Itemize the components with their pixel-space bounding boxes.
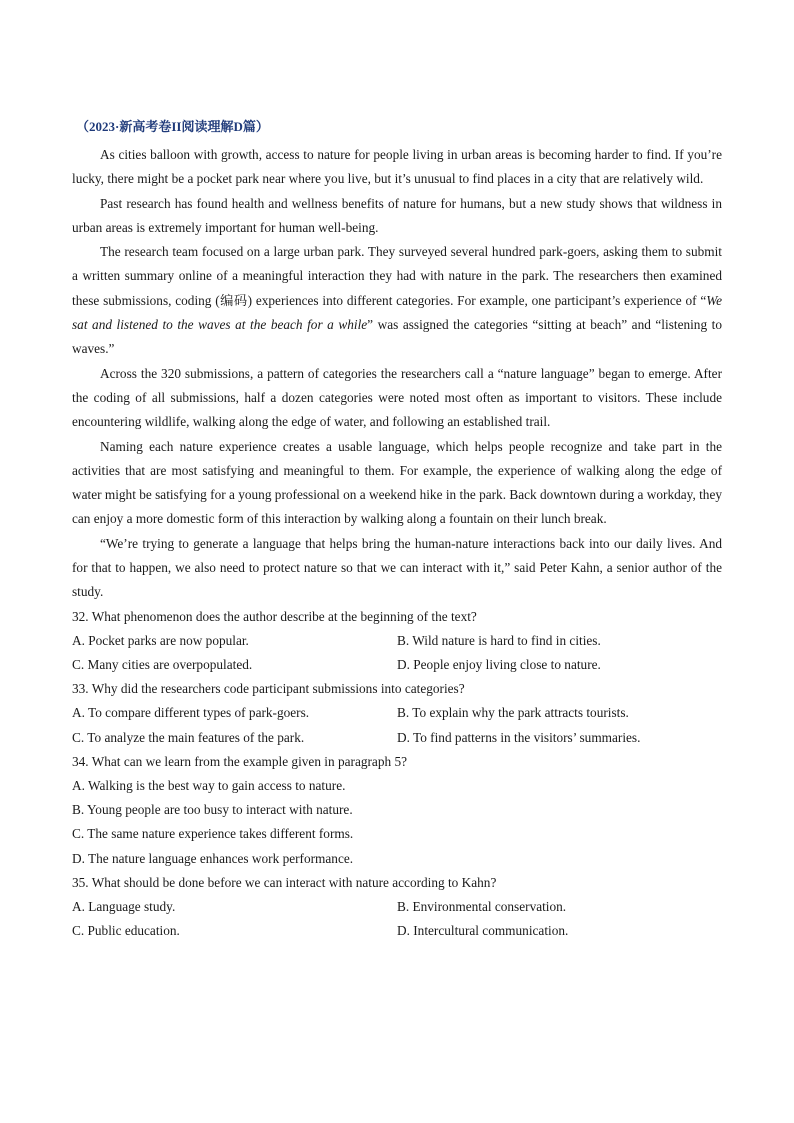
question-35: [72, 871, 722, 944]
option-d: D. To find patterns in the visitors’ summaries.: [397, 729, 641, 745]
option-c: C. Public education.: [72, 923, 180, 939]
exam-source-label: （2023·新高考卷II阅读理解D篇）: [76, 119, 269, 134]
option-row: [72, 919, 722, 943]
question-stem: 33. Why did the researchers code participant submissions into categories?: [72, 681, 465, 697]
option-row: [72, 701, 722, 725]
option-row: [72, 629, 722, 653]
question-stem: 34. What can we learn from the example given in paragraph 5?: [72, 753, 407, 769]
question-stem: 35. What should be done before we can interact with nature according to Kahn?: [72, 874, 497, 890]
passage-paragraph-2: Past research has found health and wellness benefits of nature for humans, but a new study shows that wildness in urban areas is extremely important for human well-being.: [72, 195, 722, 235]
option-c: C. Many cities are overpopulated.: [72, 657, 253, 673]
passage-paragraph-1: As cities balloon with growth, access to nature for people living in urban areas is becoming harder to find. If you’re lucky, there might be a pocket park near where you live, but it’s unusual to find places in a city that are relatively wild.: [72, 147, 722, 187]
paragraph-3-text-start: The research team focused on a large urban park. They surveyed several hundred park-goers, asking them to submit a written summary online of a meaningful interaction they had with nature in the park. The researchers then examined these submissions, coding (编码) experiences into different categories. For example, one participant’s experience of “: [72, 244, 722, 308]
option-d: D. Intercultural communication.: [397, 923, 569, 939]
option-a: A. Walking is the best way to gain access to nature.: [72, 778, 346, 794]
option-d: D. People enjoy living close to nature.: [397, 657, 601, 673]
option-b: B. Young people are too busy to interact with nature.: [72, 802, 353, 818]
exam-page: [72, 117, 722, 943]
option-a: A. Language study.: [72, 899, 176, 915]
question-stem: 32. What phenomenon does the author describe at the beginning of the text?: [72, 608, 477, 624]
option-row: [72, 895, 722, 919]
option-a: A. Pocket parks are now popular.: [72, 632, 249, 648]
option-b: B. Wild nature is hard to find in cities.: [397, 632, 601, 648]
option-b: B. Environmental conservation.: [397, 899, 567, 915]
question-32: [72, 605, 722, 678]
paragraph-3-italic-quote: We sat and listened to the waves at the beach for a while: [72, 292, 722, 333]
option-row: [72, 653, 722, 677]
option-d: D. The nature language enhances work performance.: [72, 850, 354, 866]
reading-passage: [72, 143, 722, 605]
question-34: [72, 750, 722, 871]
paragraph-3-text-end: ” was assigned the categories “sitting at beach” and “listening to waves.”: [72, 317, 722, 357]
passage-paragraph-6: “We’re trying to generate a language that helps bring the human-nature interactions back into our daily lives. And for that to happen, we also need to protect nature so that we can interact with it,” said Peter Kahn, a senior author of the study.: [72, 535, 722, 600]
option-a: A. To compare different types of park-goers.: [72, 705, 310, 721]
passage-paragraph-5: Naming each nature experience creates a usable language, which helps people recognize and take part in the activities that are most satisfying and meaningful to them. For example, the experience of walking along the edge of water might be satisfying for a young professional on a weekend hike in the park. Back downtown during a workday, they can enjoy a more domestic form of this interaction by walking along a fountain on their lunch break.: [72, 438, 722, 527]
option-c: C. The same nature experience takes different forms.: [72, 826, 354, 842]
option-b: B. To explain why the park attracts tourists.: [397, 705, 629, 721]
option-c: C. To analyze the main features of the park.: [72, 729, 305, 745]
passage-paragraph-4: Across the 320 submissions, a pattern of categories the researchers call a “nature language” began to emerge. After the coding of all submissions, half a dozen categories were noted most often as important to visitors. These include encountering wildlife, walking along the edge of water, and following an established trail.: [72, 365, 722, 430]
option-row: [72, 726, 722, 750]
question-33: [72, 677, 722, 750]
passage-paragraph-3: [72, 240, 722, 361]
